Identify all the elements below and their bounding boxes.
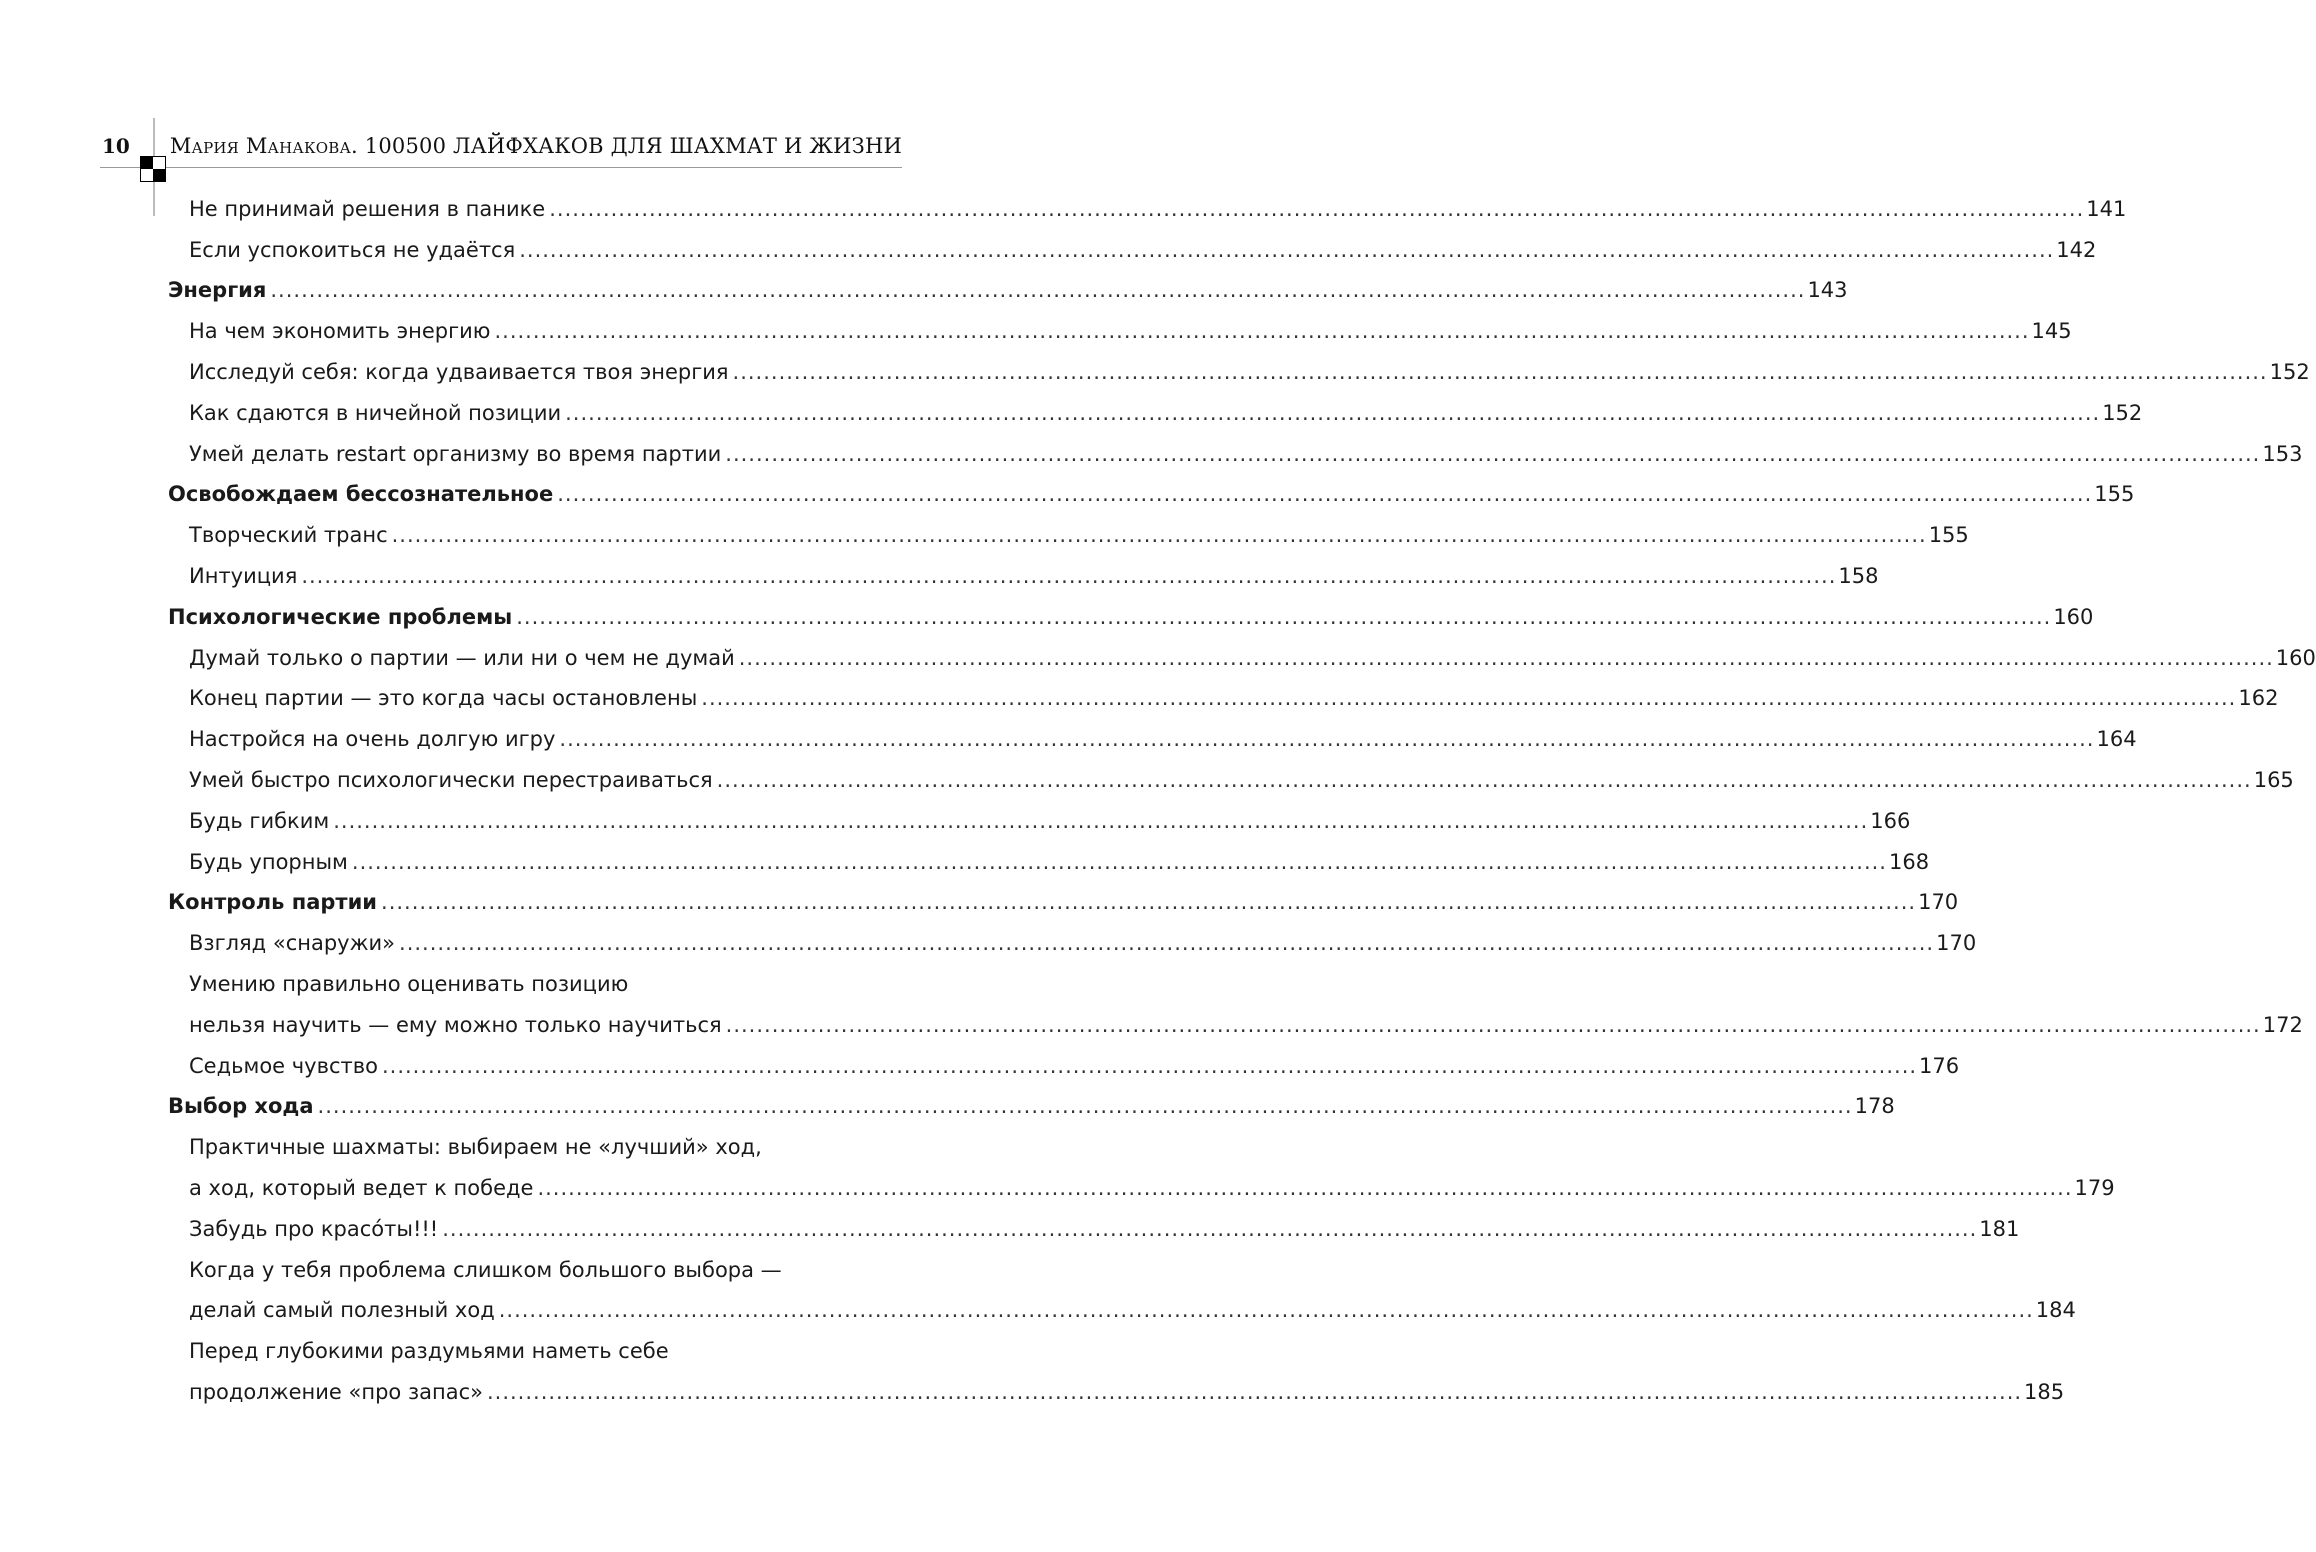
- toc-leader-dots: ........................................................................................................................................................................................................: [399, 931, 1935, 956]
- toc-entry-title: а ход, который ведет к победе: [189, 1175, 534, 1200]
- toc-entry-title: Когда у тебя проблема слишком большого выбора —: [189, 1257, 782, 1282]
- toc-page-number: 184: [2035, 1298, 2076, 1323]
- toc-subsection-entry: [168, 799, 1911, 840]
- toc-leader-dots: ........................................................................................................................................................................................................: [519, 237, 2055, 262]
- toc-subsection-entry: [168, 350, 2310, 391]
- toc-entry-title: Перед глубокими раздумьями наметь себе: [189, 1339, 669, 1364]
- toc-page-number: 168: [1888, 849, 1930, 874]
- toc-subsection-entry: [168, 1207, 2020, 1248]
- toc-subsection-entry: [168, 1370, 2065, 1411]
- toc-leader-dots: ........................................................................................................................................................................................................: [486, 1379, 2023, 1404]
- table-of-contents: [168, 187, 2316, 1411]
- toc-subsection-entry: [168, 1166, 2115, 1207]
- toc-page-number: 179: [2074, 1175, 2115, 1200]
- toc-leader-dots: ........................................................................................................................................................................................................: [559, 727, 2095, 752]
- toc-page-number: 176: [1919, 1053, 1960, 1078]
- toc-page-number: 141: [2086, 196, 2127, 221]
- toc-leader-dots: ........................................................................................................................................................................................................: [725, 441, 2261, 466]
- toc-entry-title: продолжение «про запас»: [189, 1379, 483, 1404]
- toc-entry-title: Умению правильно оценивать позицию: [189, 971, 629, 996]
- toc-section-entry: [168, 595, 2094, 636]
- toc-leader-dots: ........................................................................................................................................................................................................: [270, 278, 1806, 303]
- toc-leader-dots: ........................................................................................................................................................................................................: [732, 359, 2268, 384]
- toc-subsection-entry: [168, 840, 1930, 881]
- toc-leader-dots: ........................................................................................................................................................................................................: [381, 890, 1917, 915]
- toc-page-number: 178: [1854, 1094, 1895, 1119]
- toc-subsection-entry: [168, 391, 2143, 432]
- toc-entry-title: Исследуй себя: когда удваивается твоя энергия: [189, 359, 729, 384]
- toc-entry-title: Взгляд «снаружи»: [189, 931, 396, 956]
- toc-section-entry: [168, 473, 2135, 514]
- header-rule: [100, 167, 902, 168]
- toc-page-number: 185: [2024, 1379, 2065, 1404]
- toc-subsection-entry: [168, 513, 1969, 554]
- toc-entry-title: Не принимай решения в панике: [189, 196, 546, 221]
- toc-page-number: 181: [1979, 1216, 2020, 1241]
- toc-leader-dots: ........................................................................................................................................................................................................: [442, 1216, 1978, 1241]
- toc-entry-title: Интуиция: [189, 563, 298, 588]
- toc-subsection-entry: [168, 554, 1879, 595]
- toc-leader-dots: ........................................................................................................................................................................................................: [494, 319, 2030, 344]
- toc-entry-title: Будь упорным: [189, 849, 348, 874]
- toc-entry-title: На чем экономить энергию: [189, 319, 491, 344]
- toc-subsection-entry: [168, 758, 2294, 799]
- toc-entry-title: Психологические проблемы: [168, 604, 513, 629]
- running-head-title: 100500 ЛАЙФХАКОВ ДЛЯ ШАХМАТ И ЖИЗНИ: [364, 134, 902, 158]
- toc-page-number: 164: [2096, 727, 2137, 752]
- toc-subsection-entry: [168, 1125, 902, 1166]
- toc-page-number: 153: [2262, 441, 2303, 466]
- toc-section-entry: [168, 1085, 1895, 1126]
- toc-page-number: 160: [2053, 604, 2094, 629]
- toc-page-number: 162: [2238, 686, 2279, 711]
- toc-subsection-entry: [168, 1329, 902, 1370]
- toc-subsection-entry: [168, 1003, 2303, 1044]
- toc-entry-title: Если успокоиться не удаётся: [189, 237, 516, 262]
- toc-entry-title: Как сдаются в ничейной позиции: [189, 400, 562, 425]
- toc-subsection-entry: [168, 309, 2072, 350]
- toc-subsection-entry: [168, 636, 2316, 677]
- toc-leader-dots: ........................................................................................................................................................................................................: [317, 1094, 1853, 1119]
- toc-entry-title: Умей быстро психологически перестраиваться: [189, 767, 713, 792]
- toc-page-number: 152: [2102, 400, 2143, 425]
- toc-page-number: 165: [2253, 767, 2294, 792]
- toc-entry-title: Энергия: [168, 278, 267, 303]
- toc-subsection-entry: [168, 717, 2137, 758]
- toc-subsection-entry: [168, 1044, 1960, 1085]
- toc-leader-dots: ........................................................................................................................................................................................................: [725, 1012, 2261, 1037]
- chessboard-icon: [140, 156, 166, 182]
- toc-page-number: 142: [2056, 237, 2097, 262]
- toc-entry-title: Будь гибким: [189, 808, 330, 833]
- toc-entry-title: Практичные шахматы: выбираем не «лучший» ход,: [189, 1135, 762, 1160]
- toc-entry-title: Забудь про красóты!!!: [189, 1216, 439, 1241]
- toc-entry-title: нельзя научить — ему можно только научиться: [189, 1012, 722, 1037]
- toc-leader-dots: ........................................................................................................................................................................................................: [738, 645, 2274, 670]
- toc-entry-title: Настройся на очень долгую игру: [189, 727, 556, 752]
- toc-page-number: 166: [1870, 808, 1911, 833]
- toc-entry-title: Контроль партии: [168, 890, 378, 915]
- toc-leader-dots: ........................................................................................................................................................................................................: [301, 563, 1837, 588]
- toc-subsection-entry: [168, 921, 1977, 962]
- toc-section-entry: [168, 881, 1959, 922]
- toc-subsection-entry: [168, 432, 2303, 473]
- running-head: [170, 134, 902, 158]
- running-head-author: Мария Манакова.: [169, 134, 358, 158]
- toc-entry-title: Выбор хода: [168, 1094, 314, 1119]
- toc-subsection-entry: [168, 228, 2097, 269]
- toc-leader-dots: ........................................................................................................................................................................................................: [351, 849, 1887, 874]
- toc-subsection-entry: [168, 1248, 902, 1289]
- toc-leader-dots: ........................................................................................................................................................................................................: [701, 686, 2237, 711]
- toc-entry-title: Конец партии — это когда часы остановлены: [189, 686, 698, 711]
- toc-leader-dots: ........................................................................................................................................................................................................: [716, 767, 2252, 792]
- toc-page-number: 170: [1936, 931, 1977, 956]
- toc-page-number: 170: [1918, 890, 1959, 915]
- toc-page-number: 155: [1928, 523, 1969, 548]
- toc-entry-title: делай самый полезный ход: [189, 1298, 495, 1323]
- toc-page-number: 145: [2031, 319, 2072, 344]
- toc-page-number: 160: [2275, 645, 2316, 670]
- toc-page-number: 172: [2262, 1012, 2303, 1037]
- toc-leader-dots: ........................................................................................................................................................................................................: [498, 1298, 2034, 1323]
- toc-entry-title: Творческий транс: [189, 523, 388, 548]
- toc-entry-title: Седьмое чувство: [189, 1053, 378, 1078]
- toc-leader-dots: ........................................................................................................................................................................................................: [557, 482, 2093, 507]
- toc-leader-dots: ........................................................................................................................................................................................................: [549, 196, 2085, 221]
- toc-entry-title: Думай только о партии — или ни о чем не думай: [189, 645, 735, 670]
- page-number: 10: [102, 134, 130, 158]
- toc-subsection-entry: [168, 677, 2279, 718]
- toc-subsection-entry: [168, 962, 902, 1003]
- toc-page-number: 158: [1838, 563, 1879, 588]
- toc-entry-title: Умей делать restart организму во время партии: [189, 441, 722, 466]
- toc-page-number: 143: [1807, 278, 1848, 303]
- toc-leader-dots: ........................................................................................................................................................................................................: [565, 400, 2101, 425]
- toc-leader-dots: ........................................................................................................................................................................................................: [516, 604, 2052, 629]
- toc-subsection-entry: [168, 1289, 2076, 1330]
- toc-section-entry: [168, 269, 1848, 310]
- toc-leader-dots: ........................................................................................................................................................................................................: [391, 523, 1927, 548]
- toc-page-number: 152: [2269, 359, 2310, 384]
- toc-leader-dots: ........................................................................................................................................................................................................: [381, 1053, 1918, 1078]
- toc-page-number: 155: [2094, 482, 2135, 507]
- toc-leader-dots: ........................................................................................................................................................................................................: [333, 808, 1869, 833]
- toc-entry-title: Освобождаем бессознательное: [168, 482, 554, 507]
- toc-subsection-entry: [168, 187, 2127, 228]
- toc-leader-dots: ........................................................................................................................................................................................................: [537, 1175, 2073, 1200]
